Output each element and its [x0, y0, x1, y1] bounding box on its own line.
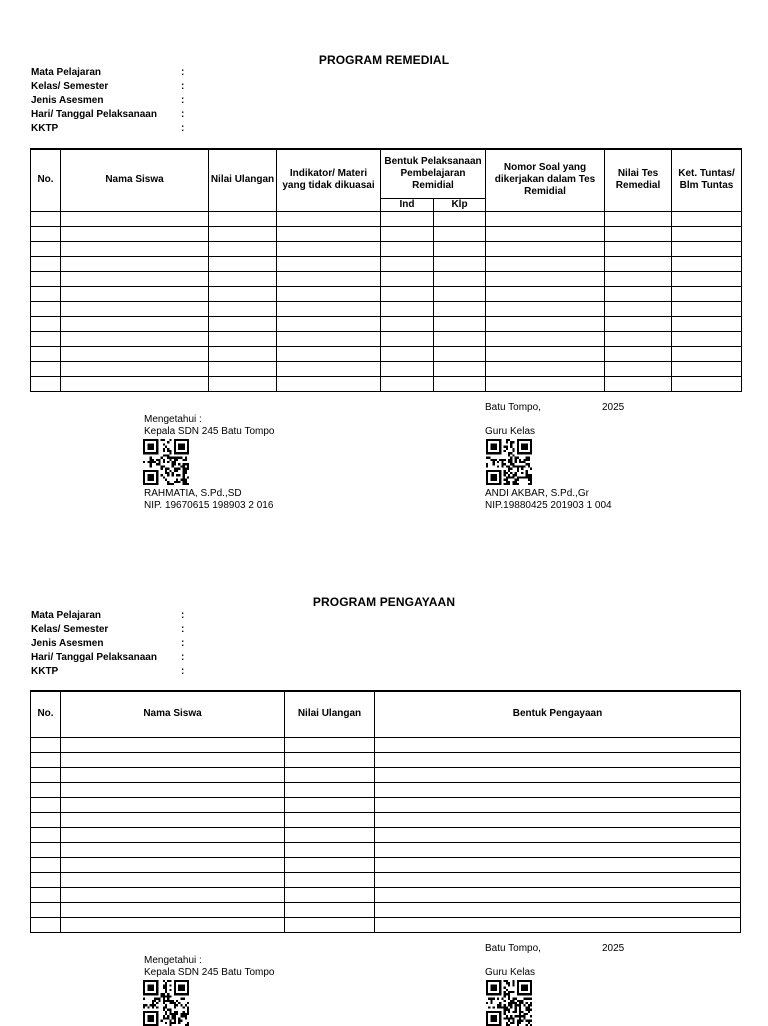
meta-row: [31, 623, 185, 637]
qr-code-icon: [143, 980, 189, 1026]
table-row: [31, 902, 741, 917]
table-row: [31, 301, 742, 316]
table-cell[interactable]: [375, 887, 741, 902]
table-row: [31, 331, 742, 346]
table-row: [31, 782, 741, 797]
table-cell[interactable]: [434, 331, 486, 346]
table-cell[interactable]: [381, 376, 434, 391]
col-header-nama: Nama Siswa: [61, 149, 209, 211]
meta-colon: :: [181, 624, 185, 635]
meta-row: [31, 122, 185, 136]
table-cell[interactable]: [61, 331, 209, 346]
table-cell[interactable]: [375, 872, 741, 887]
meta-row: [31, 108, 185, 122]
table-cell[interactable]: [61, 346, 209, 361]
table-cell[interactable]: [31, 241, 61, 256]
table-cell[interactable]: [434, 316, 486, 331]
col-header-no: No.: [31, 691, 61, 737]
table-cell[interactable]: [31, 752, 61, 767]
table-cell[interactable]: [61, 226, 209, 241]
col-header-nilai: Nilai Ulangan: [209, 149, 277, 211]
pengayaan-kepala-title: Kepala SDN 245 Batu Tompo: [144, 967, 275, 978]
table-cell[interactable]: [31, 376, 61, 391]
table-row: [31, 917, 741, 932]
table-row: [31, 271, 742, 286]
table-cell[interactable]: [209, 241, 277, 256]
meta-row: [31, 651, 185, 665]
table-cell[interactable]: [486, 271, 605, 286]
table-cell[interactable]: [434, 211, 486, 226]
meta-colon: :: [181, 95, 185, 106]
qr-code-icon: [143, 439, 189, 485]
table-cell[interactable]: [285, 842, 375, 857]
meta-label: Jenis Asesmen: [31, 95, 104, 106]
table-cell[interactable]: [61, 286, 209, 301]
meta-label: KKTP: [31, 666, 59, 677]
table-cell[interactable]: [277, 301, 381, 316]
table-cell[interactable]: [31, 226, 61, 241]
table-cell[interactable]: [672, 301, 742, 316]
table-cell[interactable]: [277, 271, 381, 286]
table-cell[interactable]: [209, 301, 277, 316]
table-row: [31, 211, 742, 226]
table-cell[interactable]: [61, 767, 285, 782]
table-cell[interactable]: [209, 211, 277, 226]
table-cell[interactable]: [31, 301, 61, 316]
pengayaan-table: [30, 690, 741, 933]
table-cell[interactable]: [31, 767, 61, 782]
table-cell[interactable]: [672, 346, 742, 361]
table-cell[interactable]: [672, 316, 742, 331]
table-cell[interactable]: [209, 376, 277, 391]
table-cell[interactable]: [277, 286, 381, 301]
table-cell[interactable]: [381, 241, 434, 256]
table-row: [31, 872, 741, 887]
meta-label: Mata Pelajaran: [31, 610, 102, 621]
table-cell[interactable]: [605, 226, 672, 241]
table-cell[interactable]: [209, 256, 277, 271]
table-cell[interactable]: [486, 376, 605, 391]
table-row: [31, 361, 742, 376]
table-cell[interactable]: [61, 301, 209, 316]
meta-label: Hari/ Tanggal Pelaksanaan: [31, 109, 157, 120]
table-row: [31, 857, 741, 872]
table-cell[interactable]: [381, 331, 434, 346]
remedial-kepala-title: Kepala SDN 245 Batu Tompo: [144, 426, 275, 437]
table-cell[interactable]: [61, 376, 209, 391]
table-cell[interactable]: [61, 316, 209, 331]
table-row: [31, 887, 741, 902]
meta-colon: :: [181, 652, 185, 663]
col-header-indikator: Indikator/ Materi yang tidak dikuasai: [277, 149, 381, 211]
table-cell[interactable]: [285, 782, 375, 797]
table-cell[interactable]: [605, 241, 672, 256]
table-cell[interactable]: [31, 331, 61, 346]
table-cell[interactable]: [672, 256, 742, 271]
pengayaan-place-date: Batu Tompo,: [485, 943, 541, 954]
table-cell[interactable]: [31, 286, 61, 301]
remedial-guru-nip: NIP.19880425 201903 1 004: [485, 500, 612, 511]
table-cell[interactable]: [285, 797, 375, 812]
table-cell[interactable]: [61, 827, 285, 842]
meta-colon: :: [181, 638, 185, 649]
table-cell[interactable]: [375, 812, 741, 827]
table-cell[interactable]: [277, 331, 381, 346]
table-cell[interactable]: [61, 872, 285, 887]
table-cell[interactable]: [277, 316, 381, 331]
table-cell[interactable]: [375, 767, 741, 782]
col-header-bentuk: Bentuk Pelaksanaan Pembelajaran Remidial: [381, 149, 486, 198]
pengayaan-year: 2025: [602, 943, 625, 954]
remedial-place-date: Batu Tompo,: [485, 402, 541, 413]
table-cell[interactable]: [31, 842, 61, 857]
remedial-title: PROGRAM REMEDIAL: [318, 53, 450, 67]
table-cell[interactable]: [672, 211, 742, 226]
table-cell[interactable]: [486, 241, 605, 256]
table-row: [31, 226, 742, 241]
table-row: [31, 256, 742, 271]
table-cell[interactable]: [285, 737, 375, 752]
table-cell[interactable]: [285, 752, 375, 767]
table-cell[interactable]: [605, 211, 672, 226]
table-cell[interactable]: [434, 361, 486, 376]
col-header-ket: Ket. Tuntas/ Blm Tuntas: [672, 149, 742, 211]
table-cell[interactable]: [277, 361, 381, 376]
table-cell[interactable]: [31, 211, 61, 226]
table-row: [31, 376, 742, 391]
table-cell[interactable]: [31, 827, 61, 842]
qr-code-icon: [486, 980, 532, 1026]
meta-row: [31, 80, 185, 94]
table-cell[interactable]: [209, 316, 277, 331]
table-cell[interactable]: [605, 256, 672, 271]
meta-colon: :: [181, 67, 185, 78]
meta-label: KKTP: [31, 123, 59, 134]
col-header-klp: Klp: [434, 198, 486, 211]
table-cell[interactable]: [31, 256, 61, 271]
meta-row: [31, 94, 185, 108]
table-cell[interactable]: [672, 241, 742, 256]
table-cell[interactable]: [375, 917, 741, 932]
table-cell[interactable]: [209, 286, 277, 301]
table-row: [31, 737, 741, 752]
table-cell[interactable]: [486, 346, 605, 361]
table-cell[interactable]: [31, 346, 61, 361]
table-cell[interactable]: [375, 827, 741, 842]
meta-label: Jenis Asesmen: [31, 638, 104, 649]
table-cell[interactable]: [61, 271, 209, 286]
meta-colon: :: [181, 123, 185, 134]
table-cell[interactable]: [381, 316, 434, 331]
table-cell[interactable]: [31, 887, 61, 902]
table-cell[interactable]: [605, 346, 672, 361]
table-row: [31, 827, 741, 842]
table-cell[interactable]: [434, 301, 486, 316]
meta-colon: :: [181, 81, 185, 92]
table-cell[interactable]: [375, 737, 741, 752]
table-cell[interactable]: [277, 346, 381, 361]
table-row: [31, 812, 741, 827]
table-cell[interactable]: [486, 226, 605, 241]
table-row: [31, 797, 741, 812]
table-cell[interactable]: [381, 271, 434, 286]
col-header-no: No.: [31, 149, 61, 211]
table-cell[interactable]: [277, 226, 381, 241]
remedial-year: 2025: [602, 402, 625, 413]
table-cell[interactable]: [285, 887, 375, 902]
table-cell[interactable]: [605, 286, 672, 301]
table-cell[interactable]: [209, 361, 277, 376]
col-header-nama: Nama Siswa: [61, 691, 285, 737]
table-cell[interactable]: [375, 902, 741, 917]
table-cell[interactable]: [381, 301, 434, 316]
table-cell[interactable]: [605, 361, 672, 376]
table-cell[interactable]: [486, 286, 605, 301]
table-cell[interactable]: [672, 361, 742, 376]
table-cell[interactable]: [486, 301, 605, 316]
table-cell[interactable]: [209, 346, 277, 361]
table-cell[interactable]: [434, 376, 486, 391]
table-cell[interactable]: [605, 271, 672, 286]
table-cell[interactable]: [61, 256, 209, 271]
table-cell[interactable]: [375, 797, 741, 812]
pengayaan-meta: [31, 609, 185, 679]
remedial-guru-title: Guru Kelas: [485, 426, 536, 437]
table-cell[interactable]: [31, 902, 61, 917]
table-cell[interactable]: [375, 752, 741, 767]
col-header-nilai-tes: Nilai Tes Remedial: [605, 149, 672, 211]
table-cell[interactable]: [375, 857, 741, 872]
meta-row: [31, 665, 185, 679]
meta-row: [31, 609, 185, 623]
table-cell[interactable]: [486, 361, 605, 376]
table-cell[interactable]: [61, 797, 285, 812]
meta-label: Mata Pelajaran: [31, 67, 102, 78]
meta-label: Kelas/ Semester: [31, 81, 109, 92]
table-cell[interactable]: [31, 737, 61, 752]
table-cell[interactable]: [381, 361, 434, 376]
table-cell[interactable]: [61, 812, 285, 827]
pengayaan-mengetahui: Mengetahui :: [144, 955, 202, 966]
table-row: [31, 842, 741, 857]
meta-label: Kelas/ Semester: [31, 624, 109, 635]
table-cell[interactable]: [672, 226, 742, 241]
table-row: [31, 752, 741, 767]
table-cell[interactable]: [61, 361, 209, 376]
table-cell[interactable]: [31, 271, 61, 286]
table-cell[interactable]: [209, 271, 277, 286]
meta-row: [31, 66, 185, 80]
table-cell[interactable]: [31, 782, 61, 797]
table-cell[interactable]: [381, 286, 434, 301]
table-cell[interactable]: [61, 211, 209, 226]
table-cell[interactable]: [434, 241, 486, 256]
table-cell[interactable]: [31, 361, 61, 376]
pengayaan-guru-title: Guru Kelas: [485, 967, 536, 978]
table-cell[interactable]: [486, 316, 605, 331]
col-header-nilai: Nilai Ulangan: [285, 691, 375, 737]
qr-code-icon: [486, 439, 532, 485]
table-cell[interactable]: [61, 752, 285, 767]
table-cell[interactable]: [285, 827, 375, 842]
col-header-bentuk: Bentuk Pengayaan: [375, 691, 741, 737]
table-cell[interactable]: [31, 872, 61, 887]
table-cell[interactable]: [605, 316, 672, 331]
meta-label: Hari/ Tanggal Pelaksanaan: [31, 652, 157, 663]
table-cell[interactable]: [277, 376, 381, 391]
table-cell[interactable]: [285, 902, 375, 917]
table-cell[interactable]: [209, 226, 277, 241]
table-cell[interactable]: [434, 271, 486, 286]
table-cell[interactable]: [285, 812, 375, 827]
table-cell[interactable]: [61, 241, 209, 256]
table-row: [31, 316, 742, 331]
remedial-meta: [31, 66, 185, 136]
table-cell[interactable]: [381, 226, 434, 241]
table-cell[interactable]: [61, 887, 285, 902]
table-cell[interactable]: [31, 857, 61, 872]
col-header-nomor: Nomor Soal yang dikerjakan dalam Tes Remidial: [486, 149, 605, 211]
table-cell[interactable]: [486, 256, 605, 271]
table-cell[interactable]: [381, 256, 434, 271]
table-cell[interactable]: [31, 316, 61, 331]
table-row: [31, 286, 742, 301]
table-cell[interactable]: [31, 917, 61, 932]
table-cell[interactable]: [672, 376, 742, 391]
table-row: [31, 346, 742, 361]
meta-row: [31, 637, 185, 651]
table-cell[interactable]: [381, 346, 434, 361]
pengayaan-title: PROGRAM PENGAYAAN: [312, 595, 456, 609]
table-cell[interactable]: [285, 917, 375, 932]
table-row: [31, 767, 741, 782]
remedial-guru-name: ANDI AKBAR, S.Pd.,Gr: [485, 488, 589, 499]
table-cell[interactable]: [486, 331, 605, 346]
table-row: [31, 241, 742, 256]
remedial-kepala-name: RAHMATIA, S.Pd.,SD: [144, 488, 242, 499]
table-cell[interactable]: [285, 767, 375, 782]
table-cell[interactable]: [605, 376, 672, 391]
table-cell[interactable]: [61, 737, 285, 752]
table-cell[interactable]: [61, 902, 285, 917]
table-cell[interactable]: [285, 872, 375, 887]
table-cell[interactable]: [61, 842, 285, 857]
table-cell[interactable]: [277, 256, 381, 271]
table-cell[interactable]: [605, 331, 672, 346]
table-cell[interactable]: [209, 331, 277, 346]
table-cell[interactable]: [434, 226, 486, 241]
col-header-ind: Ind: [381, 198, 434, 211]
table-cell[interactable]: [605, 301, 672, 316]
table-cell[interactable]: [31, 797, 61, 812]
table-cell[interactable]: [672, 271, 742, 286]
table-cell[interactable]: [434, 286, 486, 301]
table-cell[interactable]: [486, 211, 605, 226]
remedial-kepala-nip: NIP. 19670615 198903 2 016: [144, 500, 274, 511]
table-cell[interactable]: [61, 857, 285, 872]
table-header-row: [31, 149, 742, 198]
table-cell[interactable]: [61, 782, 285, 797]
table-cell[interactable]: [31, 812, 61, 827]
table-cell[interactable]: [277, 241, 381, 256]
table-cell[interactable]: [375, 782, 741, 797]
table-header-row: [31, 691, 741, 737]
meta-colon: :: [181, 109, 185, 120]
table-cell[interactable]: [672, 286, 742, 301]
table-cell[interactable]: [285, 857, 375, 872]
table-cell[interactable]: [672, 331, 742, 346]
remedial-table: [30, 148, 742, 392]
table-cell[interactable]: [381, 211, 434, 226]
table-cell[interactable]: [434, 346, 486, 361]
table-cell[interactable]: [277, 211, 381, 226]
remedial-mengetahui: Mengetahui :: [144, 414, 202, 425]
table-cell[interactable]: [434, 256, 486, 271]
table-cell[interactable]: [61, 917, 285, 932]
table-cell[interactable]: [375, 842, 741, 857]
meta-colon: :: [181, 666, 185, 677]
meta-colon: :: [181, 610, 185, 621]
